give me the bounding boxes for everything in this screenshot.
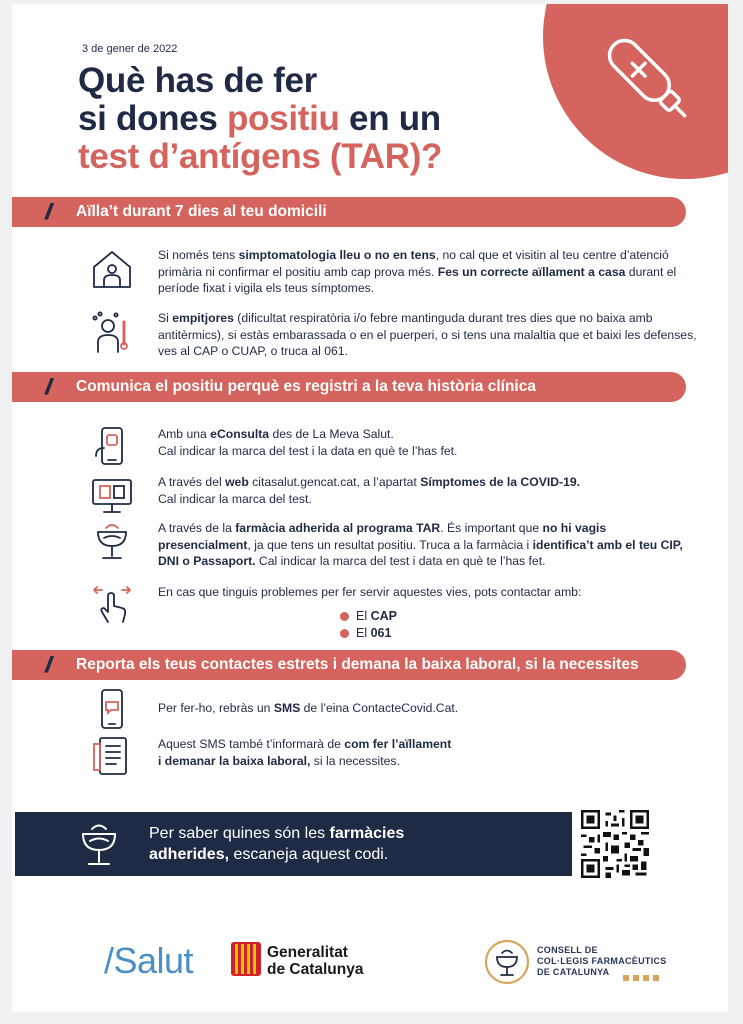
problems-text: En cas que tinguis problemes per fer servir aquestes vies, pots contactar amb: bbox=[158, 585, 582, 599]
section-contacts-header bbox=[12, 650, 686, 680]
banner-text bbox=[149, 823, 404, 865]
document-list-icon bbox=[90, 736, 134, 780]
text-strong: eConsulta bbox=[210, 427, 270, 441]
consell-emblem-icon bbox=[484, 939, 530, 985]
text-strong: Fes un correcte aïllament a casa bbox=[437, 264, 626, 279]
text-part: Si bbox=[158, 311, 173, 325]
bullet-prefix: El bbox=[356, 626, 371, 640]
text-part: , no cal que et visitin al teu centre d’atenció primària ni confirmar el positiu amb cap prova més. bbox=[158, 248, 669, 279]
page-title bbox=[78, 62, 442, 176]
phone-sms-icon bbox=[90, 688, 134, 732]
text-strong: Símptomes de la COVID-19. bbox=[420, 475, 581, 489]
text-part: A través del bbox=[158, 475, 226, 489]
text-part: A través de la bbox=[158, 521, 236, 535]
bullet-dot bbox=[340, 629, 349, 638]
logo-line: de Catalunya bbox=[267, 961, 364, 978]
worsening-text bbox=[158, 310, 698, 360]
web-text bbox=[158, 474, 698, 507]
title-line-1: Què has de fer bbox=[78, 61, 317, 100]
text-part: (dificultat respiratòria i/o febre mantinguda durant tres dies que no baixa amb antitèrmics), si estàs embarassada o en el puerperi, o si tens una malaltia que et baixi les defenses, ves al CAP o CUAP, o truca al 061. bbox=[158, 311, 697, 359]
generalitat-flag-icon bbox=[231, 942, 261, 976]
bullet-prefix: El bbox=[356, 609, 371, 623]
thermometer-icon bbox=[595, 26, 705, 136]
text-part: Cal indicar la marca del test. bbox=[158, 491, 312, 506]
isolation-text bbox=[158, 247, 698, 297]
text-strong: simptomatologia lleu o no en tens bbox=[238, 248, 436, 262]
text-strong: identifica’t amb el teu CIP, DNI o Passaport. bbox=[158, 537, 683, 569]
text-part: Cal indicar la marca del test i la data en què te l’has fet. bbox=[158, 443, 458, 458]
text-part: , ja que tens un resultat positiu. Truca a la farmàcia i bbox=[247, 537, 533, 552]
bullet-strong: 061 bbox=[370, 626, 392, 640]
computer-screen-icon bbox=[90, 474, 134, 518]
title-line-2b: en un bbox=[339, 99, 441, 138]
text-strong: com fer l’aïllament bbox=[344, 737, 452, 751]
logo-line: COL·LEGIS FARMACÈUTICS bbox=[537, 956, 667, 966]
text-part: Per saber quines són les bbox=[149, 825, 330, 842]
pharmacies-banner bbox=[15, 812, 572, 876]
list-item bbox=[340, 625, 397, 642]
contact-list bbox=[340, 608, 397, 642]
text-part: Per fer-ho, rebràs un bbox=[158, 701, 274, 715]
pharmacy-cup-icon bbox=[90, 520, 134, 564]
section-marker: // bbox=[45, 374, 48, 399]
mobile-consult-icon bbox=[90, 426, 134, 470]
salut-logo: /Salut bbox=[104, 940, 194, 981]
title-line-3: test d’antígens (TAR)? bbox=[78, 137, 443, 176]
section-title: Aïlla’t durant 7 dies al teu domicili bbox=[76, 203, 327, 220]
text-part: . És important que bbox=[440, 521, 543, 535]
text-strong: i demanar la baixa laboral, bbox=[158, 753, 311, 768]
text-strong: farmàcia adherida al programa TAR bbox=[235, 521, 441, 535]
text-strong: adherides, bbox=[149, 846, 230, 863]
econsulta-text bbox=[158, 426, 698, 459]
text-strong: farmàcies bbox=[329, 825, 405, 842]
text-strong: no hi vagis presencialment bbox=[158, 521, 607, 552]
pharmacy-cup-icon bbox=[77, 820, 121, 868]
text-part: des de La Meva Salut. bbox=[269, 427, 394, 441]
logo-line: CONSELL DE bbox=[537, 945, 598, 955]
text-part: Amb una bbox=[158, 427, 211, 441]
section-title: Comunica el positiu perquè es registri a la teva història clínica bbox=[76, 378, 536, 395]
logo-line: Generalitat bbox=[267, 944, 348, 961]
section-isolation-header bbox=[12, 197, 686, 227]
section-title: Reporta els teus contactes estrets i demana la baixa laboral, si la necessites bbox=[76, 656, 639, 673]
text-strong: empitjores bbox=[172, 311, 234, 325]
text-part: escaneja aquest codi. bbox=[229, 846, 389, 863]
title-line-2a: si dones bbox=[78, 99, 228, 138]
sick-leave-text bbox=[158, 736, 698, 769]
list-item bbox=[340, 608, 397, 625]
section-marker: // bbox=[45, 199, 48, 224]
section-marker: // bbox=[45, 652, 48, 677]
hand-swipe-icon bbox=[90, 584, 134, 628]
qr-code[interactable] bbox=[581, 810, 649, 878]
text-part: Si només tens bbox=[158, 248, 239, 262]
title-highlight: positiu bbox=[227, 99, 340, 138]
section-report-header bbox=[12, 372, 686, 402]
text-part: citasalut.gencat.cat, a l’apartat bbox=[248, 475, 421, 489]
text-part: si la necessites. bbox=[310, 753, 400, 768]
text-part: de l’eina ContacteCovid.Cat. bbox=[300, 701, 459, 715]
text-part: durant el període fixat i vigila els teus símptomes. bbox=[158, 264, 677, 296]
consell-squares bbox=[623, 968, 663, 986]
text-strong: web bbox=[225, 475, 249, 489]
pharmacy-text bbox=[158, 520, 698, 570]
bullet-dot bbox=[340, 612, 349, 621]
bullet-strong: CAP bbox=[370, 609, 397, 623]
house-person-icon bbox=[90, 247, 134, 291]
text-part: Cal indicar la marca del test i data en què te l’has fet. bbox=[255, 554, 546, 569]
text-strong: SMS bbox=[273, 701, 301, 715]
sms-text bbox=[158, 700, 698, 717]
text-part: Aquest SMS també t’informarà de bbox=[158, 737, 345, 751]
poster bbox=[12, 4, 728, 1012]
generalitat-logo-text bbox=[267, 944, 363, 978]
sick-person-icon bbox=[90, 310, 134, 354]
publication-date: 3 de gener de 2022 bbox=[82, 43, 178, 55]
logo-line: DE CATALUNYA bbox=[537, 967, 610, 977]
